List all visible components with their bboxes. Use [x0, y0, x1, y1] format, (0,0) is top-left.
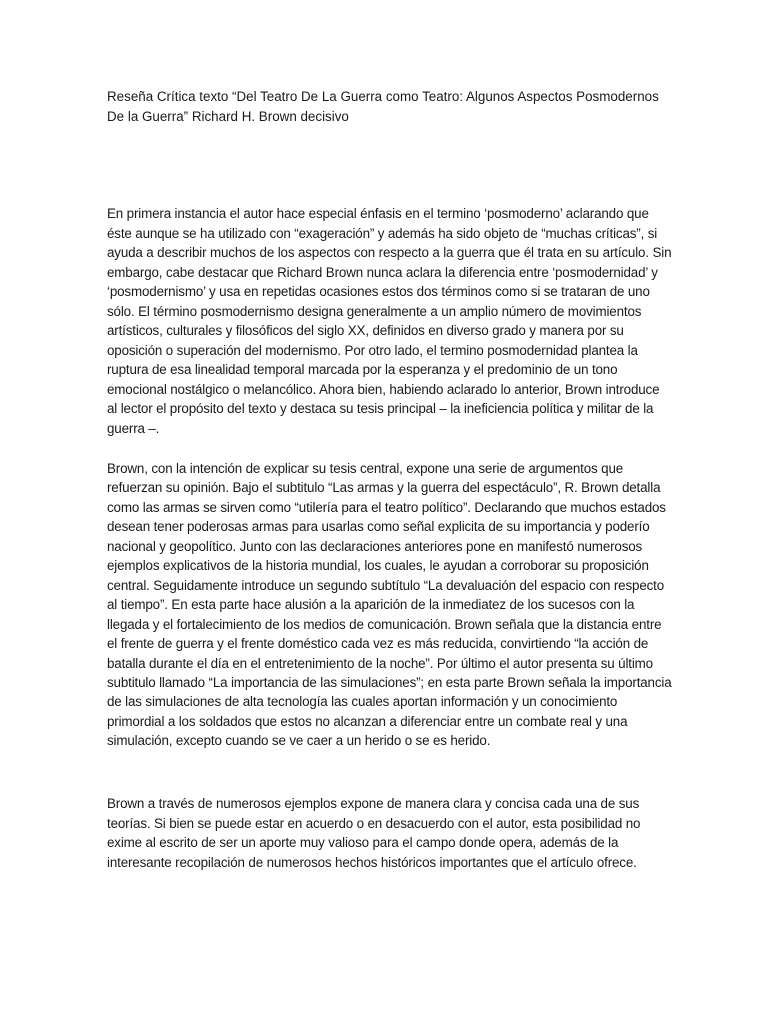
document-title: Reseña Crítica texto “Del Teatro De La Guerra como Teatro: Algunos Aspectos Posmodernos De la Guerra” Richard H. Brown decisivo [107, 89, 659, 124]
paragraph-3: Brown a través de numerosos ejemplos expone de manera clara y concisa cada una de sus teorías. Si bien se puede estar en acuerdo o en desacuerdo con el autor, esta posibilidad no exime al escrito de ser un aporte muy valioso para el campo donde opera, además de la interesante recopilación de numerosos hechos históricos importantes que el artículo ofrece. [107, 796, 641, 870]
paragraph-1: En primera instancia el autor hace especial énfasis en el termino ‘posmoderno’ aclarando que éste aunque se ha utilizado con “exageración” y además ha sido objeto de “muchas críticas”, si ayuda a describir muchos de los aspectos con respecto a la guerra que él trata en su artículo. Sin embargo, cabe destacar que Richard Brown nunca aclara la diferencia entre ‘posmodernidad’ y ‘posmodernismo’ y usa en repetidas ocasiones estos dos términos como si se trataran de uno sólo. El término posmodernismo designa generalmente a un amplio número de movimientos artísticos, culturales y filosóficos del siglo XX, definidos en diverso grado y manera por su oposición o superación del modernismo. Por otro lado, el termino posmodernidad plantea la ruptura de esa linealidad temporal marcada por la esperanza y el predominio de un tono emocional nostálgico o melancólico. Ahora bien, habiendo aclarado lo anterior, Brown introduce al lector el propósito del texto y destaca su tesis principal – la ineficiencia política y militar de la guerra –. [107, 206, 672, 436]
paragraph-2: Brown, con la intención de explicar su tesis central, expone una serie de argumentos que refuerzan su opinión. Bajo el subtitulo “Las armas y la guerra del espectáculo”, R. Brown detalla como las armas se sirven como “utilería para el teatro político”. Declarando que muchos estados desean tener poderosas armas para usarlas como señal explicita de su importancia y poderío nacional y geopolítico. Junto con las declaraciones anteriores pone en manifestó numerosos ejemplos explicativos de la historia mundial, los cuales, le ayudan a corroborar su proposición central. Seguidamente introduce un segundo subtítulo “La devaluación del espacio con respecto al tiempo”. En esta parte hace alusión a la aparición de la inmediatez de los sucesos con la llegada y el fortalecimiento de los medios de comunicación. Brown señala que la distancia entre el frente de guerra y el frente doméstico cada vez es más reducida, convirtiendo “la acción de batalla durante el día en el entretenimiento de la noche”. Por último el autor presenta su último subtitulo llamado “La importancia de las simulaciones”; en esta parte Brown señala la importancia de las simulaciones de alta tecnología las cuales aportan información y un conocimiento primordial a los soldados que estos no alcanzan a diferenciar entre un combate real y una simulación, excepto cuando se ve caer a un herido o se es herido. [107, 461, 672, 749]
